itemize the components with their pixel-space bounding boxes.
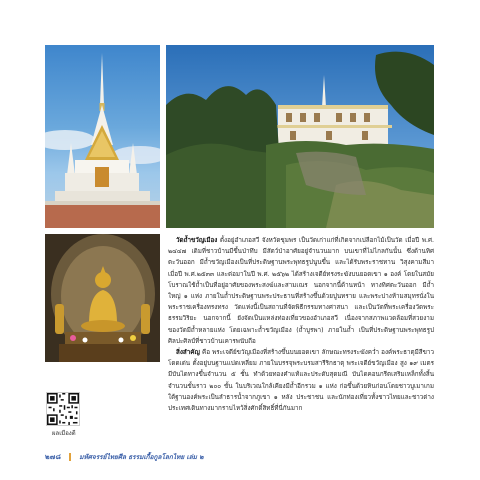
- book-title: มหัศจรรย์ไทยศีล ธรรมเกื้อกูลโลกไทย เล่ม ๒: [79, 453, 204, 461]
- article-body: [168, 235, 434, 414]
- paragraph-text: ตั้งอยู่อำเภอสวี จังหวัดชุมพร เป็นวัดเก่าแก่ที่เกิดจากเปลือกไม้เป็นวัด เมื่อปี พ.ศ. ๒๔๔๗ เดิมที่ชาวบ้านมีขึ้นป่าทึบ มีสัตว์ป่าอาศัยอยู่จำนวนมาก บนเขาที่ไม่ไกลกันนั้น ซึ่งด้านทิศตะวันออก มีถ้ำขวัญเมืองเป็นที่ประดิษฐานพระพุทธรูปนูนขึ้น และได้รับพระราชทาน วิสุงคามสีมา เมื่อปี พ.ศ.๒๕๓๓ และต่อมาในปี พ.ศ. ๒๕๖๒ ได้สร้างเจดีย์ทรงระฆังบนยอดเขา ๑ องค์ โดยในสมัยโบราณใช้ถ้ำเป็นที่อยู่อาศัยของพระสงฆ์และสามเณร นอกจากนี้ด้านหน้า ทางทิศตะวันออก มีถ้ำใหญ่ ๑ แห่ง ภายในถ้ำประดิษฐานพระประธานที่สร้างขึ้นด้วยปูนทราย และพระปางห้ามสมุทรนั่งในพระราชเครื่องทรงทรง วัดแห่งนี้เป็นสถานที่จัดพิธีกรรมทางศาสนา และเป็นวัดที่พระเครื่องวัดพระธรรมวิริยะ นอกจากนี้ ยังจัดเป็นแหล่งท่องเที่ยวของอำเภอสวี เนื่องจากสภาพแวดล้อมที่สวยงามของวัดมีถ้ำหลายแห่ง โดยเฉพาะถ้ำขวัญเมือง (ถ้ำบูรพา) ภายในถ้ำ เป็นที่ประดิษฐานพระพุทธรูปศิลปะศิลป์ที่ชาวบ้านเคารพนับถือ: [168, 237, 434, 345]
- qr-caption: ผลเมืองดี: [52, 430, 76, 437]
- cave-shrine-photo: [45, 234, 160, 362]
- qr-code-pattern: [47, 393, 79, 425]
- paragraph-text: คือ พระเจดีย์ขวัญเมืองที่สร้างขึ้นบนยอดเขา ลักษณะทรงระฆังคว่ำ องค์พระธาตุมีสีขาวโดดเด่น ตั้งอยู่บนฐานแปดเหลี่ยม ภายในบรรจุพระบรมสารีริกธาตุ พระเจดีย์ขวัญเมือง สูง ๑๙ เมตร มีบันไดทางขึ้นจำนวน ๕ ชั้น ทำด้วยทองคำแท้และประดับสุดมณี บันไดคอนกรีตเสริมเหล็กทั้งสิ้นจำนวนขั้นราว ๒๐๐ ขั้น ในบริเวณใกล้เคียงมีถ้ำอีกรวม ๑ แห่ง ก่อขึ้นด้วยหินก่อนโดยชาวบูเมาเกม ใต้ฐานองค์พระเป็นลำธารน้ำจากภูเขา ๑ หลัง ประชาชน และนักท่องเที่ยวทั้งชาวไทยและชาวต่างประเทศเดินทางมากราบไหว้สิ่งศักดิ์สิทธิ์ที่นี่กันมาก: [168, 349, 434, 413]
- qr-code[interactable]: [46, 392, 80, 426]
- cave-shrine-illustration: [45, 234, 160, 362]
- page-number: ๒๗๘: [45, 452, 62, 461]
- hilltop-temple-photo: [166, 45, 434, 228]
- white-stupa-photo: [45, 45, 160, 228]
- paragraph-lead: สิ่งสำคัญ: [176, 349, 200, 357]
- hilltop-temple-illustration: [166, 45, 434, 228]
- page-footer: [45, 451, 204, 463]
- footer-divider: [69, 453, 71, 461]
- white-stupa-illustration: [45, 45, 160, 228]
- paragraph-lead: วัดถ้ำขวัญเมือง: [176, 237, 218, 244]
- article-paragraph: [168, 347, 434, 414]
- article-paragraph: [168, 235, 434, 347]
